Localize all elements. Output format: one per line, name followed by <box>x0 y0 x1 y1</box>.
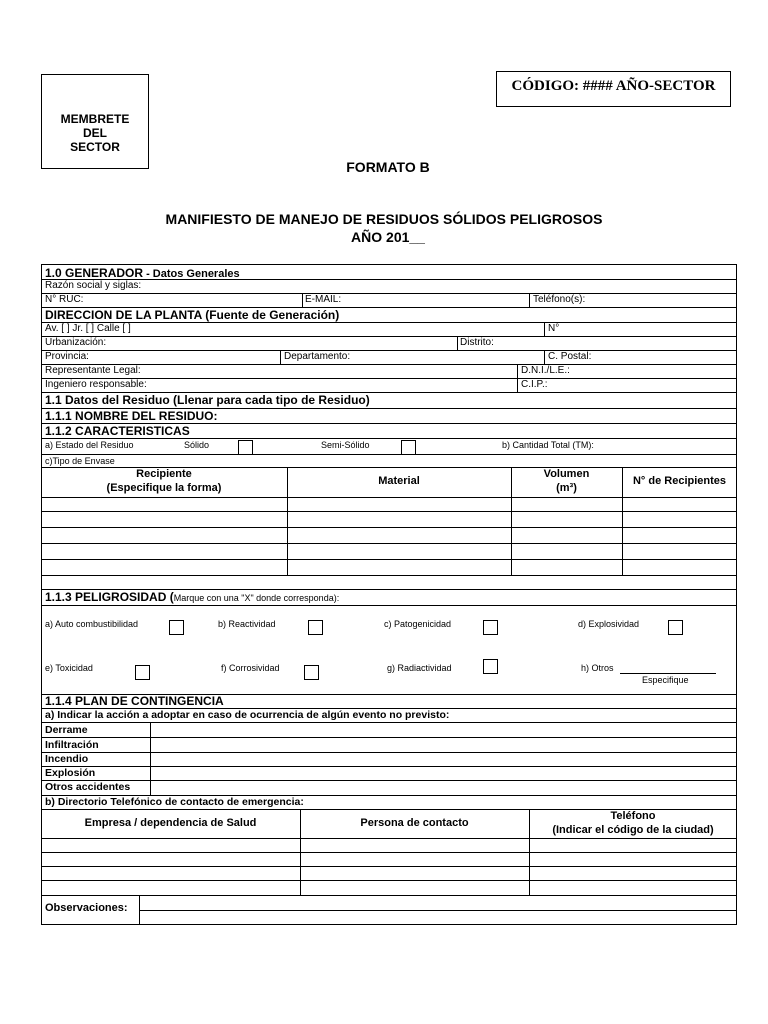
generador-heading: 1.0 GENERADOR - Datos Generales <box>45 266 240 280</box>
especifique-label: Especifique <box>642 675 689 685</box>
peligro-auto-combustibilidad: a) Auto combustibilidad <box>45 619 139 629</box>
planta-heading: DIRECCION DE LA PLANTA (Fuente de Generación) <box>45 308 340 322</box>
membrete-line-2: DEL <box>83 126 107 140</box>
membrete-line-1: MEMBRETE <box>60 112 130 126</box>
col-num-recipientes: N° de Recipientes <box>632 475 727 487</box>
peligro-otros: h) Otros <box>581 663 614 673</box>
ingeniero-field[interactable]: Ingeniero responsable: <box>45 379 147 390</box>
checkbox-explosividad[interactable] <box>668 620 683 635</box>
cip-field[interactable]: C.I.P.: <box>521 379 548 390</box>
directorio-label: b) Directorio Telefónico de contacto de emergencia: <box>45 796 304 808</box>
solido-label: Sólido <box>184 440 210 450</box>
checkbox-radiactividad[interactable] <box>483 659 498 674</box>
ruc-field[interactable]: N° RUC: <box>45 294 84 305</box>
evento-otros-accidentes: Otros accidentes <box>45 781 131 793</box>
caracteristicas-heading: 1.1.2 CARACTERISTICAS <box>45 424 190 438</box>
peligrosidad-heading: 1.1.3 PELIGROSIDAD (Marque con una "X" donde corresponda): <box>45 590 340 604</box>
col-telefono: Teléfono <box>610 810 656 822</box>
codigo-box <box>496 71 731 107</box>
page-year: AÑO 201__ <box>351 229 425 245</box>
col-volumen: Volumen <box>543 468 590 480</box>
membrete-line-3: SECTOR <box>70 140 120 154</box>
observaciones-label: Observaciones: <box>45 902 128 914</box>
cantidad-field[interactable]: b) Cantidad Total (TM): <box>502 440 594 450</box>
evento-derrame: Derrame <box>45 724 88 736</box>
urbanizacion-field[interactable]: Urbanización: <box>45 337 107 348</box>
evento-incendio: Incendio <box>45 753 89 765</box>
checkbox-auto-combustibilidad[interactable] <box>169 620 184 635</box>
checkbox-reactividad[interactable] <box>308 620 323 635</box>
peligro-patogenicidad: c) Patogenicidad <box>384 619 452 629</box>
checkbox-corrosividad[interactable] <box>304 665 319 680</box>
col-recipiente: Recipiente <box>136 468 192 480</box>
numero-field[interactable]: N° <box>548 323 560 334</box>
postal-field[interactable]: C. Postal: <box>548 351 592 362</box>
col-material: Material <box>378 475 420 487</box>
envase-label: c)Tipo de Envase <box>45 456 115 466</box>
evento-infiltracion: Infiltración <box>45 739 99 751</box>
distrito-field[interactable]: Distrito: <box>460 337 494 348</box>
accion-label: a) Indicar la acción a adoptar en caso de ocurrencia de algún evento no previsto: <box>45 709 450 721</box>
peligro-radiactividad: g) Radiactividad <box>387 663 452 673</box>
observaciones-line[interactable] <box>139 910 737 911</box>
peligro-corrosividad: f) Corrosividad <box>221 663 280 673</box>
peligro-toxicidad: e) Toxicidad <box>45 663 93 673</box>
contingencia-heading: 1.1.4 PLAN DE CONTINGENCIA <box>45 694 224 708</box>
membrete-box <box>41 74 149 169</box>
solido-checkbox[interactable] <box>238 440 253 455</box>
email-field[interactable]: E-MAIL: <box>305 294 342 305</box>
dni-field[interactable]: D.N.I./L.E.: <box>521 365 570 376</box>
provincia-field[interactable]: Provincia: <box>45 351 89 362</box>
estado-label: a) Estado del Residuo <box>45 440 134 450</box>
semisolido-checkbox[interactable] <box>401 440 416 455</box>
representante-field[interactable]: Representante Legal: <box>45 365 141 376</box>
residuo-heading: 1.1 Datos del Residuo (Llenar para cada tipo de Residuo) <box>45 393 370 407</box>
peligro-explosividad: d) Explosividad <box>578 619 640 629</box>
peligro-reactividad: b) Reactividad <box>218 619 276 629</box>
nombre-residuo-field[interactable]: 1.1.1 NOMBRE DEL RESIDUO: <box>45 409 218 423</box>
codigo-text: CÓDIGO: #### AÑO-SECTOR <box>511 78 716 94</box>
semisolido-label: Semi-Sólido <box>321 440 370 450</box>
col-volumen-unit: (m³) <box>556 482 577 494</box>
direccion-field[interactable]: Av. [ ] Jr. [ ] Calle [ ] <box>45 323 131 334</box>
evento-explosion: Explosión <box>45 767 96 779</box>
telefono-field[interactable]: Teléfono(s): <box>533 294 586 305</box>
razon-social-field[interactable]: Razón social y siglas: <box>45 280 142 291</box>
otros-underline[interactable] <box>620 673 716 674</box>
checkbox-patogenicidad[interactable] <box>483 620 498 635</box>
col-recipiente-sub: (Especifique la forma) <box>106 482 222 494</box>
col-persona: Persona de contacto <box>360 817 469 829</box>
departamento-field[interactable]: Departamento: <box>284 351 351 362</box>
formato-label: FORMATO B <box>346 159 430 175</box>
col-telefono-sub: (Indicar el código de la ciudad) <box>552 824 714 836</box>
page-title: MANIFIESTO DE MANEJO DE RESIDUOS SÓLIDOS PELIGROSOS <box>165 211 603 227</box>
col-empresa: Empresa / dependencia de Salud <box>84 817 257 829</box>
checkbox-toxicidad[interactable] <box>135 665 150 680</box>
